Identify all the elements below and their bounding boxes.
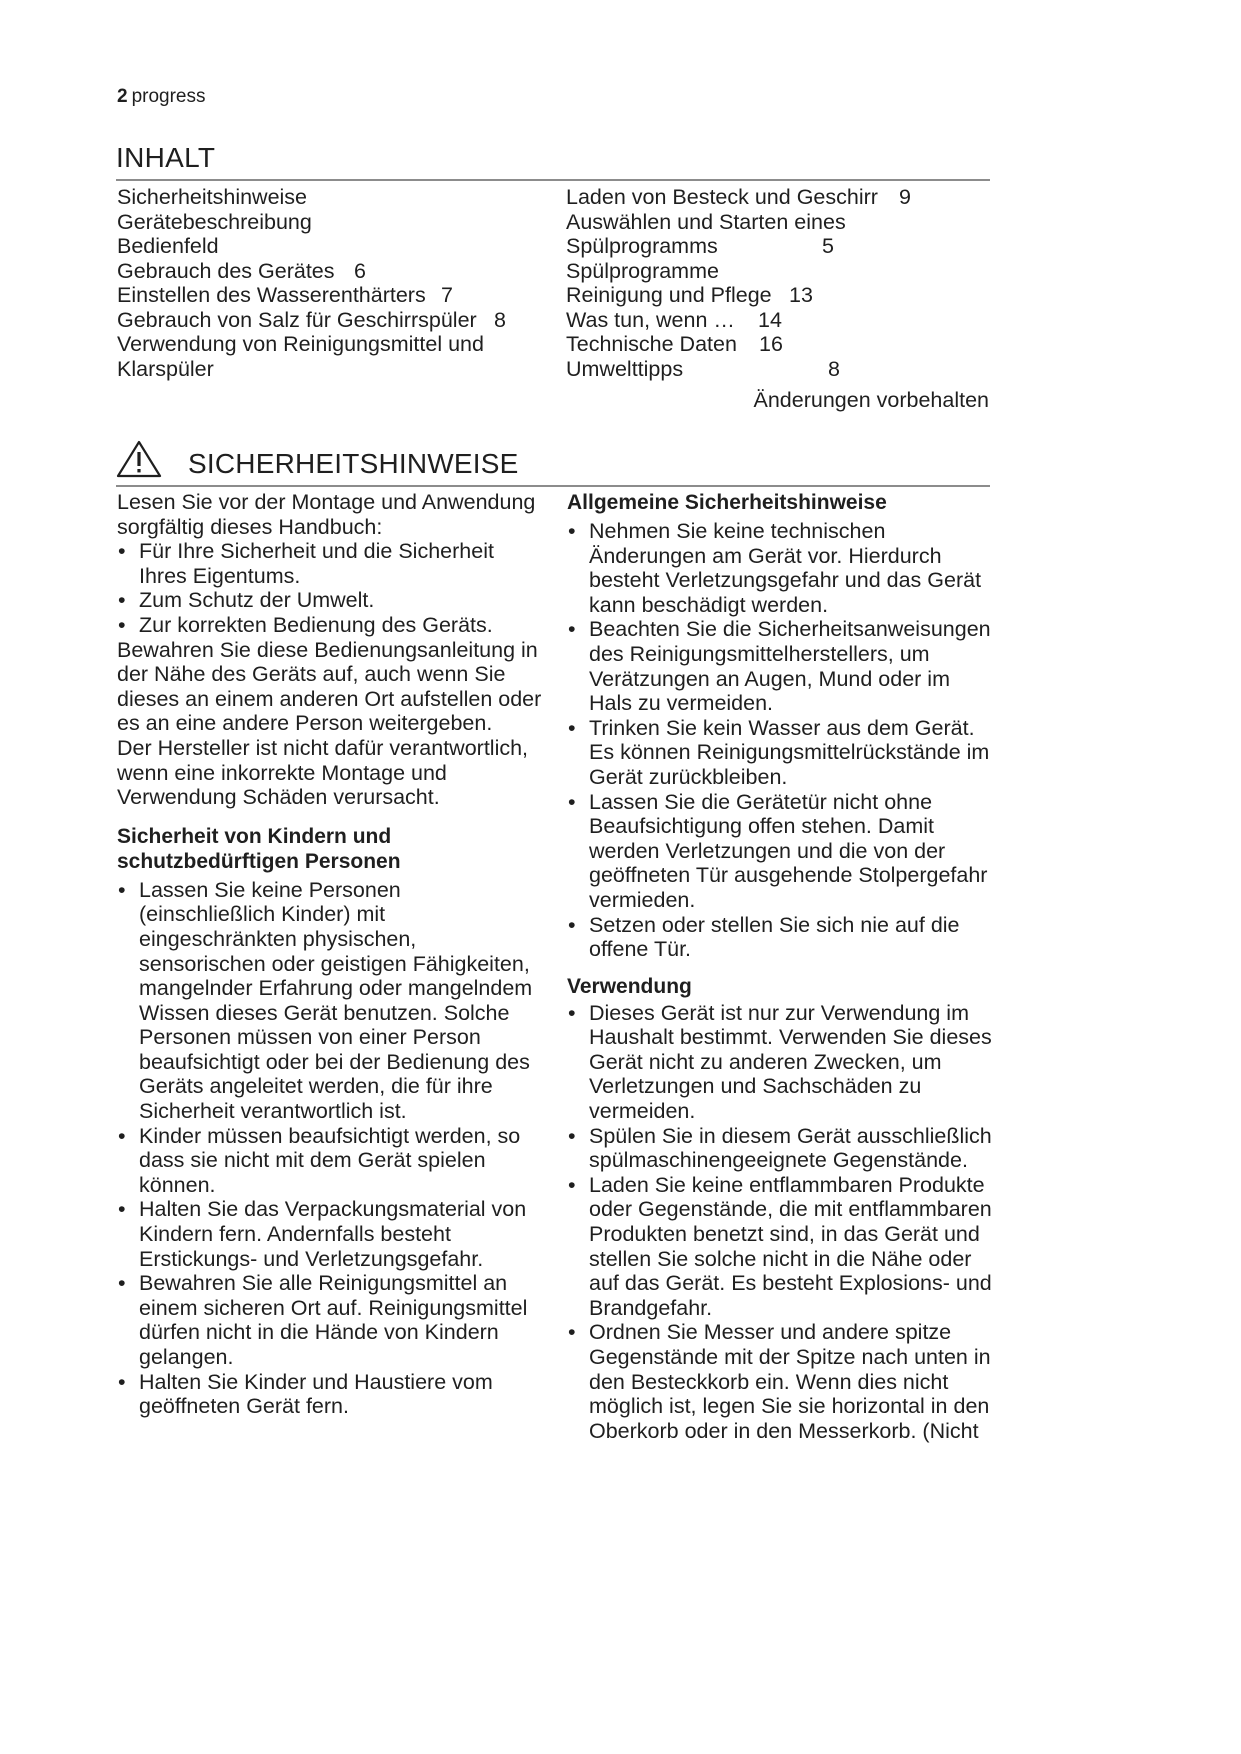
children-safety-list (117, 878, 542, 1419)
usage-heading: Verwendung (567, 974, 692, 998)
list-item: • Setzen oder stellen Sie sich nie auf die offene Tür. (567, 913, 992, 962)
toc-title: INHALT (116, 142, 216, 173)
toc-page: 9 (899, 185, 911, 209)
toc-entry[interactable]: Gebrauch des Gerätes 6 (117, 258, 366, 283)
page-header (117, 86, 206, 108)
section-title: SICHERHEITSHINWEISE (188, 448, 519, 479)
list-item: • Kinder müssen beaufsichtigt werden, so dass sie nicht mit dem Gerät spielen können. (117, 1124, 542, 1198)
toc-divider (116, 179, 990, 181)
list-item: • Zum Schutz der Umwelt. (117, 588, 542, 613)
toc-entry[interactable]: Einstellen des Wasserenthärters 7 (117, 283, 453, 307)
list-item: • Nehmen Sie keine technischen Änderungen am Gerät vor. Hierdurch besteht Verletzungsgefahr und das Gerät kann beschädigt werden. (567, 519, 992, 617)
list-item: • Dieses Gerät ist nur zur Verwendung im Haushalt bestimmt. Verwenden Sie dieses Gerät nicht zu anderen Zwecken, um Verletzungen und Sachschäden zu vermeiden. (567, 1001, 992, 1124)
list-item: • Beachten Sie die Sicherheitsanweisungen des Reinigungsmittelherstellers, um Verätzungen an Augen, Mund oder im Hals zu vermeiden. (567, 617, 992, 715)
toc-page: 5 (822, 234, 834, 258)
toc-entry[interactable]: Gerätebeschreibung (117, 209, 312, 234)
general-safety-heading: Allgemeine Sicherheitshinweise (567, 491, 887, 514)
toc-entry[interactable]: Was tun, wenn … 14 (566, 307, 782, 332)
toc-entry[interactable]: Sicherheitshinweise (117, 185, 308, 209)
list-item: • Laden Sie keine entflammbaren Produkte oder Gegenstände, die mit entflammbaren Produkten benetzt sind, in das Gerät und stellen Sie solche nicht in die Nähe oder auf das Gerät. Es besteht Explosions- und Brandgefahr. (567, 1173, 992, 1321)
list-item: • Ordnen Sie Messer und andere spitze Gegenstände mit der Spitze nach unten in den Besteckkorb ein. Wenn dies nicht möglich ist, legen Sie sie horizontal in den Oberkorb oder in den Messerkorb. (Nicht (567, 1320, 992, 1443)
toc-entry[interactable]: Umwelttipps 8 (566, 356, 840, 381)
list-item: • Zur korrekten Bedienung des Geräts. (117, 613, 542, 638)
list-item: • Trinken Sie kein Wasser aus dem Gerät. Es können Reinigungsmittelrückstände im Gerät zurückbleiben. (567, 716, 992, 790)
toc-page: 7 (441, 283, 453, 307)
toc-entry[interactable]: Spülprogramme (566, 258, 719, 283)
toc-entry[interactable]: Gebrauch von Salz für Geschirrspüler 8 (117, 307, 506, 332)
paragraph: Bewahren Sie diese Bedienungsanleitung in der Nähe des Geräts auf, auch wenn Sie dieses an einem anderen Ort aufstellen oder es an eine andere Person weitergeben. (117, 637, 542, 736)
intro-text: Lesen Sie vor der Montage und Anwendung sorgfältig dieses Handbuch: (117, 490, 536, 539)
list-item: • Halten Sie das Verpackungsmaterial von Kindern fern. Andernfalls besteht Erstickungs- und Verletzungsgefahr. (117, 1197, 542, 1271)
toc-left-column (117, 185, 506, 381)
toc-entry[interactable]: Spülprogramms 5 (566, 234, 834, 258)
toc-page: 14 (758, 307, 782, 332)
toc-page: 8 (828, 356, 840, 381)
toc-note: Änderungen vorbehalten (753, 388, 989, 412)
list-item: • Für Ihre Sicherheit und die Sicherheit Ihres Eigentums. (117, 539, 542, 588)
list-item: • Halten Sie Kinder und Haustiere vom geöffneten Gerät fern. (117, 1370, 542, 1419)
page-number: 2 (117, 86, 128, 107)
list-item: • Bewahren Sie alle Reinigungsmittel an einem sicheren Ort auf. Reinigungsmittel dürfen nicht in die Hände von Kindern gelangen. (117, 1271, 542, 1369)
usage-list (567, 1001, 992, 1444)
toc-entry[interactable]: Laden von Besteck und Geschirr 9 (566, 185, 911, 209)
warning-icon (116, 440, 162, 478)
toc-page: 6 (354, 258, 366, 283)
general-safety-list (567, 519, 992, 962)
list-item: • Spülen Sie in diesem Gerät ausschließlich spülmaschinengeeignete Gegenstände. (567, 1124, 992, 1173)
toc-entry[interactable]: Technische Daten 16 (566, 332, 783, 356)
safety-right-column (567, 490, 992, 1443)
toc-entry[interactable]: Bedienfeld (117, 234, 219, 258)
toc-page: 16 (759, 332, 783, 356)
intro-list (117, 539, 542, 637)
safety-left-column (117, 490, 542, 1419)
section-divider (116, 485, 990, 487)
paragraph: Der Hersteller ist nicht dafür verantwortlich, wenn eine inkorrekte Montage und Verwendung Schäden verursacht. (117, 735, 529, 810)
toc-page: 8 (494, 307, 506, 332)
children-safety-heading: Sicherheit von Kindern und schutzbedürftigen Personen (117, 824, 401, 873)
list-item: • Lassen Sie die Gerätetür nicht ohne Beaufsichtigung offen stehen. Damit werden Verletzungen und die von der geöffneten Tür ausgehende Stolpergefahr vermieden. (567, 790, 992, 913)
toc-entry[interactable]: Verwendung von Reinigungsmittel und (117, 332, 484, 356)
list-item: • Lassen Sie keine Personen (einschließlich Kinder) mit eingeschränkten physischen, sensorischen oder geistigen Fähigkeiten, mangelnder Erfahrung oder mangelndem Wissen dieses Gerät benutzen. Solche Personen müssen von einer Person beaufsichtigt oder bei der Bedienung des Geräts angeleitet werden, die für ihre Sicherheit verantwortlich ist. (117, 878, 542, 1124)
toc-entry[interactable]: Reinigung und Pflege 13 (566, 283, 813, 307)
toc-right-column (566, 185, 911, 381)
toc-entry[interactable]: Auswählen und Starten eines (566, 209, 846, 234)
toc-entry[interactable]: Klarspüler (117, 356, 214, 381)
toc-page: 13 (789, 283, 813, 307)
brand-name: progress (131, 86, 206, 107)
